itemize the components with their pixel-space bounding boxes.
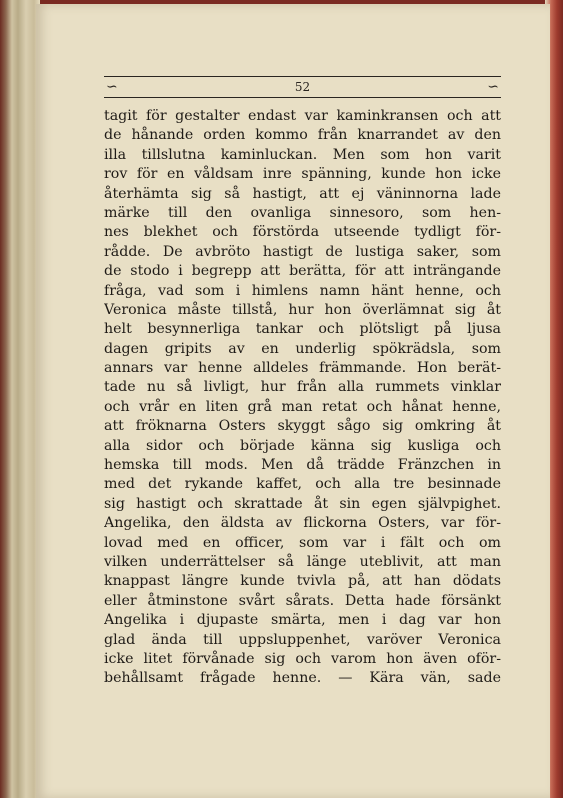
page-number: 52 [294,80,311,94]
text-line: de hånande orden kommo från knarrandet av den [104,127,501,144]
text-line: alla sidor och började känna sig kusliga och [104,437,501,454]
body-text [104,107,501,689]
text-line: att fröknarna Osters skyggt sågo sig omkring åt [104,418,501,435]
ornament-right-icon: ∽ [487,79,499,95]
ornament-left-icon: ∽ [106,79,118,95]
text-line: och vrår en liten grå man retat och hånat henne, [104,398,501,415]
text-line: märke till den ovanliga sinnesoro, som hen- [104,204,501,221]
text-line: sig hastigt och skrattade åt sin egen självpighet. [104,495,501,512]
text-line: eller åtminstone svårt sårats. Detta hade försänkt [104,592,501,609]
text-line: rov för en våldsam inre spänning, kunde hon icke [104,166,501,183]
text-line: hemska till mods. Men då trädde Fränzchen in [104,457,501,474]
text-line: illa tillslutna kaminluckan. Men som hon varit [104,146,501,163]
header-rule-bottom [104,97,501,98]
text-line: vilken underrättelser så länge uteblivit, att man [104,553,501,570]
text-line: med det rykande kaffet, och alla tre besinnade [104,476,501,493]
text-line: tade nu så livligt, hur från alla rummets vinklar [104,379,501,396]
text-line: annars var henne alldeles främmande. Hon berät- [104,360,501,377]
text-line: behållsamt frågade henne. — Kära vän, sade [104,670,501,687]
text-line: Veronica måste tillstå, hur hon överlämnat sig åt [104,301,501,318]
header-rule-top [104,76,501,77]
text-line: nes blekhet och förstörda utseende tydligt för- [104,224,501,241]
text-line: dagen gripits av en underlig spökrädsla, som [104,340,501,357]
text-line: helt besynnerliga tankar och plötsligt på ljusa [104,321,501,338]
text-line: fråga, vad som i himlens namn hänt henne, och [104,282,501,299]
text-line: Angelika i djupaste smärta, men i dag var hon [104,612,501,629]
text-line: de stodo i begrepp att berätta, för att inträngande [104,263,501,280]
text-line: Angelika, den äldsta av flickorna Osters, var för- [104,515,501,532]
page-header [104,72,501,100]
text-line: återhämta sig så hastigt, att ej väninnorna lade [104,185,501,202]
text-line: rådde. De avbröto hastigt de lustiga saker, som [104,243,501,260]
text-line: tagit för gestalter endast var kaminkransen och att [104,108,501,124]
text-line: knappast längre kunde tvivla på, att han dödats [104,573,501,590]
book-page-edges [0,0,40,798]
text-line: icke litet förvånade sig och varom hon även oför- [104,650,501,667]
text-line: glad ända till uppsluppenhet, varöver Veronica [104,631,501,648]
text-line: lovad med en officer, som var i fält och om [104,534,501,551]
